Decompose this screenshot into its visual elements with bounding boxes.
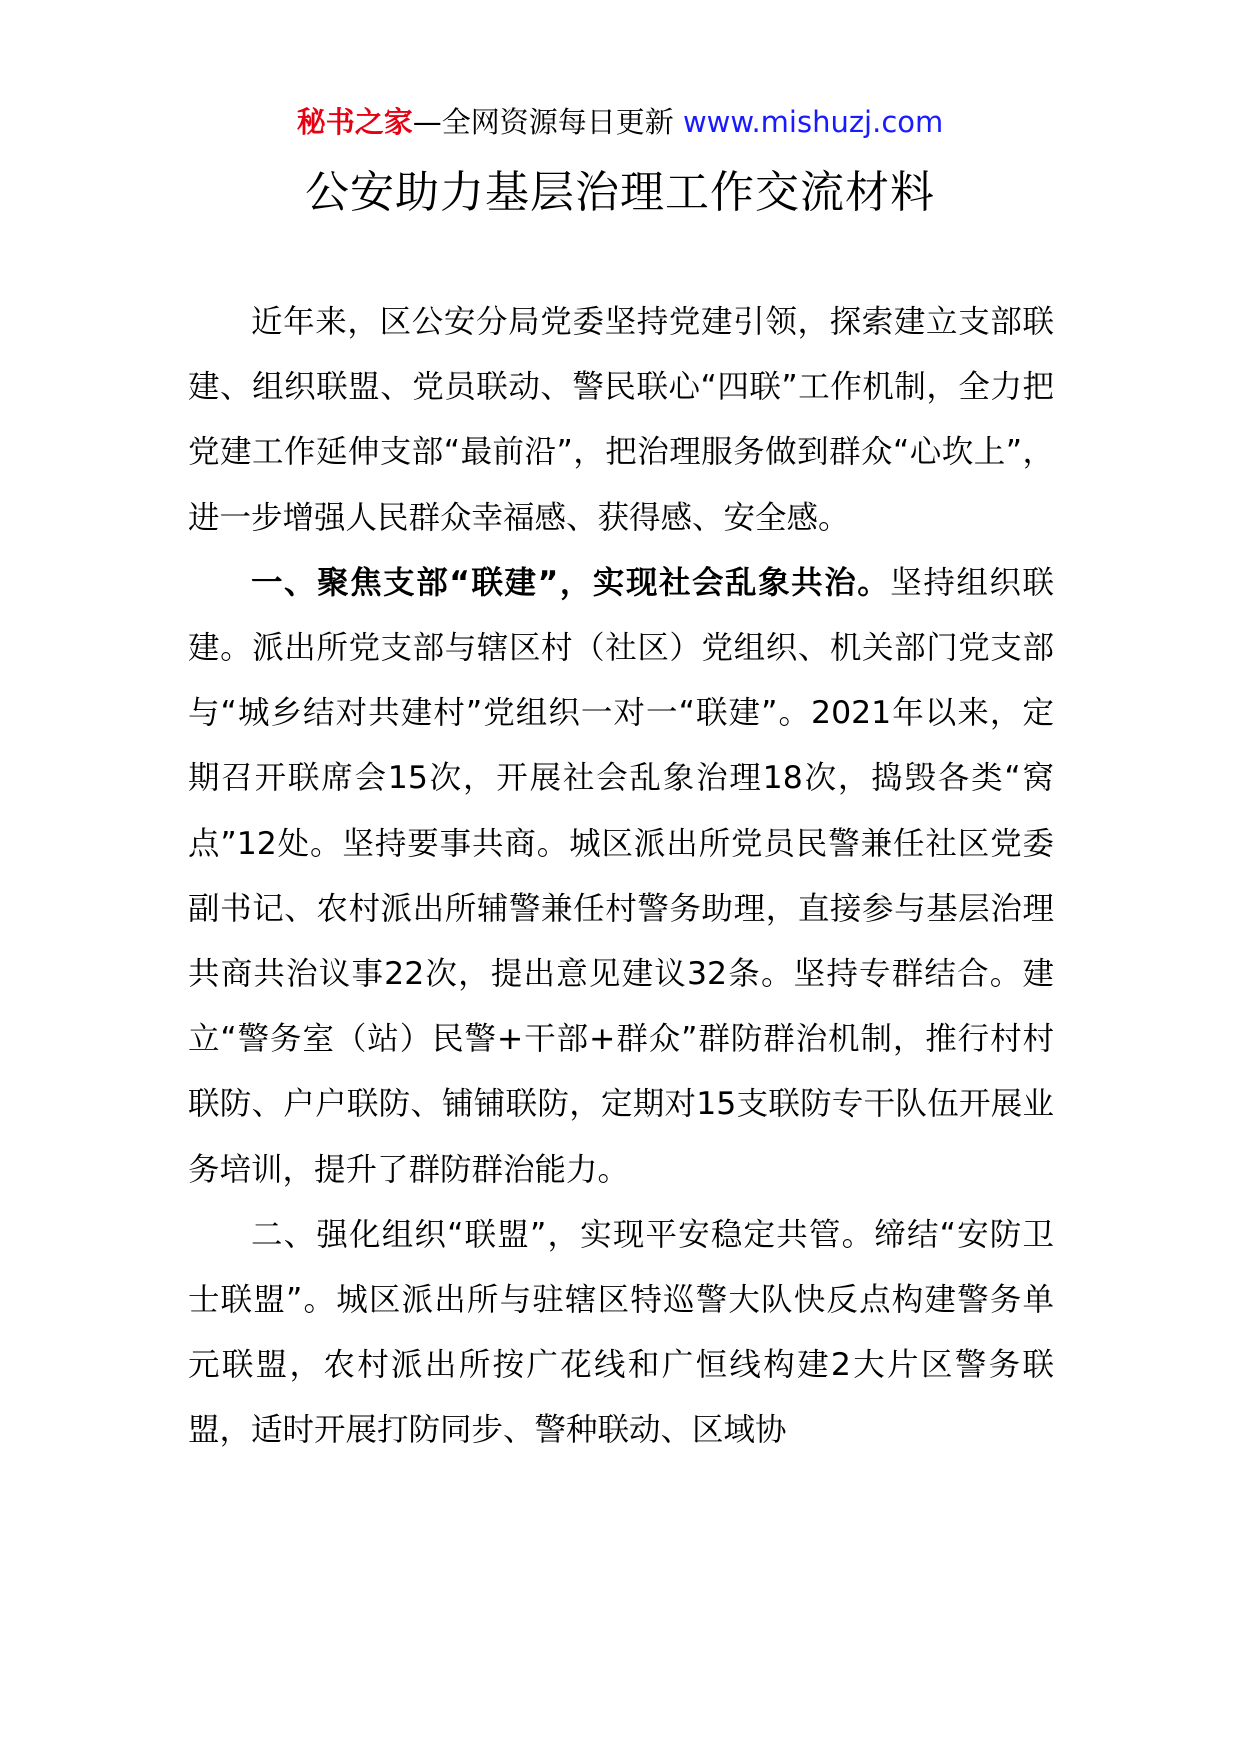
site-header [0, 100, 1240, 144]
site-url-link[interactable]: www.mishuzj.com [682, 105, 944, 139]
section-2-heading: 二、强化组织“联盟”，实现平安稳定共管。 [251, 1216, 875, 1253]
section-2-paragraph [188, 1203, 1054, 1464]
site-tagline: —全网资源每日更新 [412, 105, 683, 139]
section-1-paragraph [188, 551, 1054, 1203]
site-brand: 秘书之家 [296, 105, 413, 139]
document-body [188, 290, 1054, 1464]
section-1-body: 坚持组织联建。派出所党支部与辖区村（社区）党组织、机关部门党支部与“城乡结对共建村”党组织一对一“联建”。2021年以来，定期召开联席会15次，开展社会乱象治理18次，捣毁各类“窝点”12处。坚持要事共商。城区派出所党员民警兼任社区党委副书记、农村派出所辅警兼任村警务助理，直接参与基层治理共商共治议事22次，提出意见建议32条。坚持专群结合。建立“警务室（站）民警+干部+群众”群防群治机制，推行村村联防、户户联防、铺铺联防，定期对15支联防专干队伍开展业务培训，提升了群防群治能力。 [188, 564, 1054, 1188]
document-title: 公安助力基层治理工作交流材料 [305, 167, 935, 218]
intro-paragraph: 近年来，区公安分局党委坚持党建引领，探索建立支部联建、组织联盟、党员联动、警民联心“四联”工作机制，全力把党建工作延伸支部“最前沿”，把治理服务做到群众“心坎上”，进一步增强人民群众幸福感、获得感、安全感。 [188, 304, 1054, 536]
section-2-body: 缔结“安防卫士联盟”。城区派出所与驻辖区特巡警大队快反点构建警务单元联盟，农村派出所按广花线和广恒线构建2大片区警务联盟，适时开展打防同步、警种联动、区域协 [188, 1216, 1054, 1449]
section-1-heading: 一、聚焦支部“联建”，实现社会乱象共治。 [251, 564, 891, 601]
